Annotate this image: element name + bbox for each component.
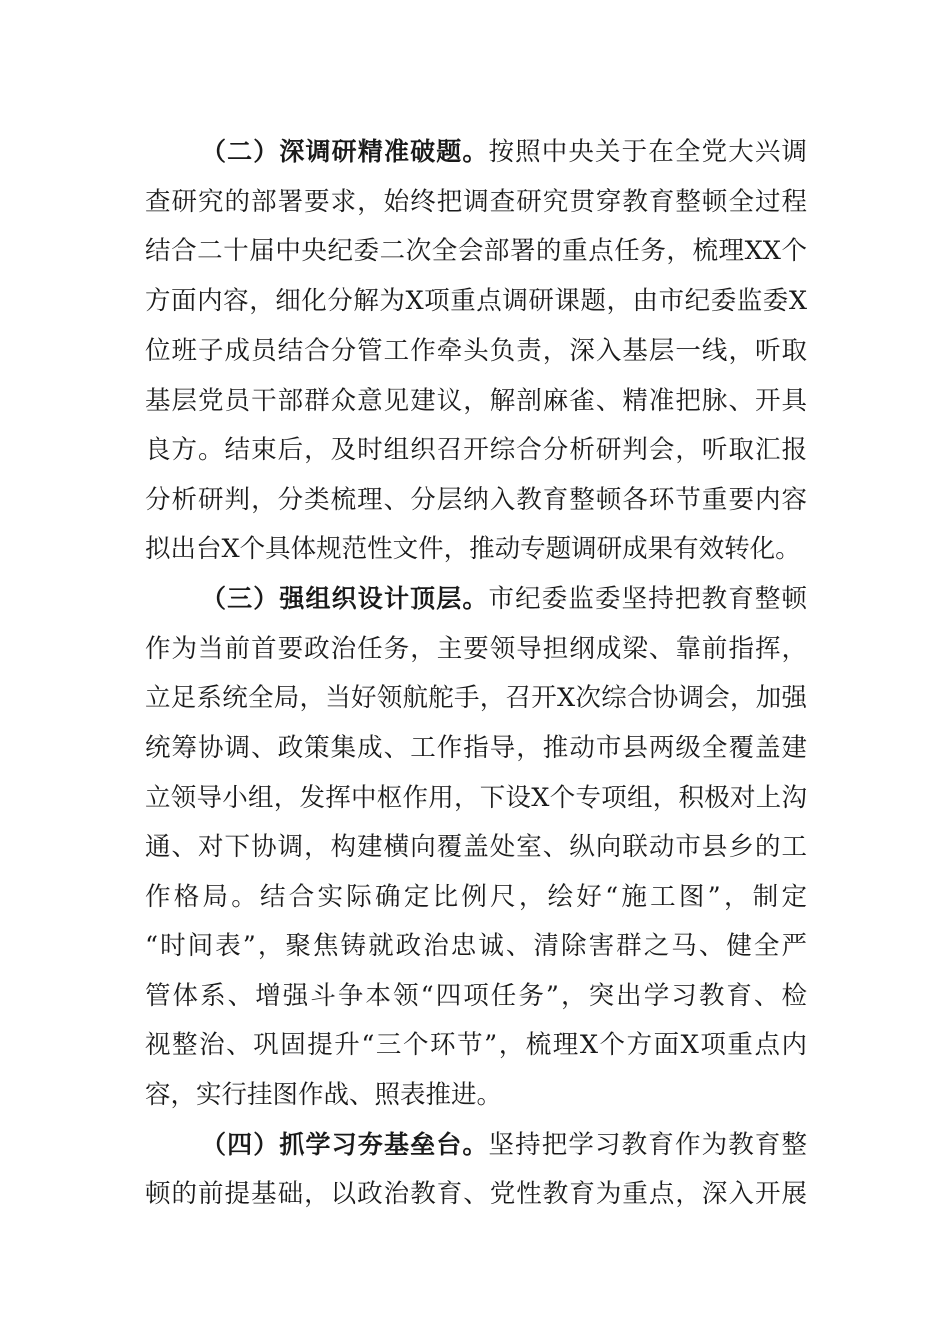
section-3-line-10: 容，实行挂图作战、照表推进。 [145, 1080, 503, 1110]
section-2-heading: （二）深调研精准破题。 [201, 137, 489, 166]
section-3-first-line [201, 574, 807, 624]
section-2-line-5: 基层党员干部群众意见建议，解剖麻雀、精准把脉、开具 [145, 386, 807, 416]
section-3-line-5: 通、对下协调，构建横向覆盖处室、纵向联动市县乡的工 [145, 832, 807, 862]
section-4-line-1: 顿的前提基础，以政治教育、党性教育为重点，深入开展 [145, 1179, 807, 1209]
section-3-line-7: “时间表”，聚焦铸就政治忠诚、清除害群之马、健全严 [145, 931, 807, 961]
section-3-line-0: 市纪委监委坚持把教育整顿 [488, 584, 807, 614]
section-2-line-3: 方面内容，细化分解为X项重点调研课题，由市纪委监委X [145, 286, 807, 316]
section-3-line-3: 统筹协调、政策集成、工作指导，推动市县两级全覆盖建 [145, 733, 807, 763]
section-3-line-8: 管体系、增强斗争本领“四项任务”，突出学习教育、检 [145, 981, 807, 1011]
section-4-line-0: 坚持把学习教育作为教育整 [488, 1130, 807, 1160]
section-2-line-0: 按照中央关于在全党大兴调 [488, 137, 807, 167]
section-2-first-line [201, 127, 807, 177]
section-3-line-1: 作为当前首要政治任务，主要领导担纲成梁、靠前指挥， [145, 634, 807, 664]
section-2-line-2: 结合二十届中央纪委二次全会部署的重点任务，梳理XX个 [145, 236, 807, 266]
section-2-line-1: 查研究的部署要求，始终把调查研究贯穿教育整顿全过程 [145, 187, 807, 217]
section-2-line-6: 良方。结束后，及时组织召开综合分析研判会，听取汇报 [145, 435, 807, 465]
section-3-heading: （三）强组织设计顶层。 [201, 584, 489, 613]
section-2-line-8: 拟出台X个具体规范性文件，推动专题调研成果有效转化。 [145, 534, 801, 564]
section-4-heading: （四）抓学习夯基垒台。 [201, 1130, 489, 1159]
section-2-line-4: 位班子成员结合分管工作牵头负责，深入基层一线，听取 [145, 336, 807, 366]
section-3-line-2: 立足系统全局，当好领航舵手，召开X次综合协调会，加强 [145, 683, 807, 713]
section-3-line-4: 立领导小组，发挥中枢作用，下设X个专项组，积极对上沟 [145, 783, 807, 813]
section-2-line-7: 分析研判，分类梳理、分层纳入教育整顿各环节重要内容 [145, 485, 807, 515]
section-4-first-line [201, 1120, 807, 1170]
section-3-line-6: 作格局。结合实际确定比例尺，绘好“施工图”，制定 [145, 882, 807, 912]
section-3-line-9: 视整治、巩固提升“三个环节”，梳理X个方面X项重点内 [145, 1030, 807, 1060]
